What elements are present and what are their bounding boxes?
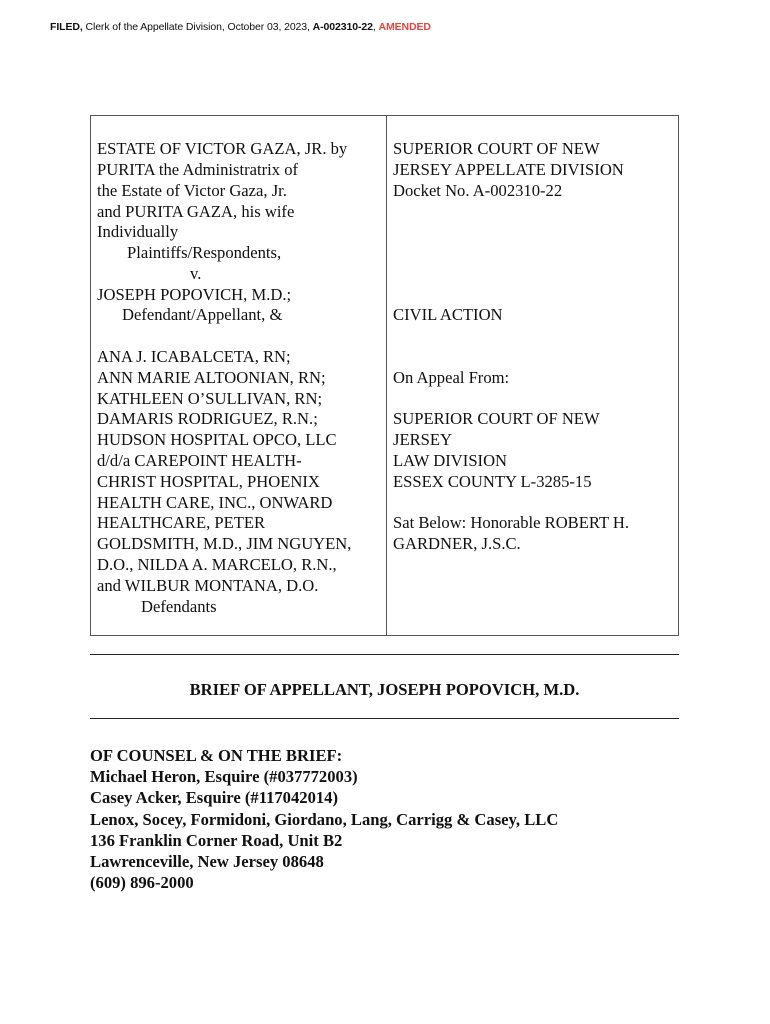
defendant-line: DAMARIS RODRIGUEZ, R.N.; xyxy=(97,409,318,428)
lower-court-line: LAW DIVISION xyxy=(393,451,508,470)
caption-column-divider xyxy=(386,116,387,635)
counsel-line: Casey Acker, Esquire (#117042014) xyxy=(90,788,338,808)
clerk-filing-text: Clerk of the Appellate Division, October 03, 2023, xyxy=(82,21,313,33)
defendant-line: d/d/a CAREPOINT HEALTH- xyxy=(97,451,302,470)
on-appeal-from-label: On Appeal From: xyxy=(393,368,510,387)
defendant-line: and WILBUR MONTANA, D.O. xyxy=(97,576,319,595)
defendant-appellant-name: JOSEPH POPOVICH, M.D.; xyxy=(97,285,292,304)
sat-below-line: GARDNER, J.S.C. xyxy=(393,534,521,553)
court-name-line: SUPERIOR COURT OF NEW xyxy=(393,139,600,158)
plaintiff-line: ESTATE OF VICTOR GAZA, JR. by xyxy=(97,139,348,158)
lower-court-line: ESSEX COUNTY L-3285-15 xyxy=(393,472,592,491)
title-rule-top xyxy=(90,654,679,655)
civil-action-label: CIVIL ACTION xyxy=(393,305,503,324)
plaintiff-line: Individually xyxy=(97,222,179,241)
defendant-line: HEALTH CARE, INC., ONWARD xyxy=(97,493,333,512)
brief-title: BRIEF OF APPELLANT, JOSEPH POPOVICH, M.D. xyxy=(189,680,580,699)
counsel-block xyxy=(90,745,558,893)
title-rule-bottom xyxy=(90,718,679,719)
defendant-line: GOLDSMITH, M.D., JIM NGUYEN, xyxy=(97,534,352,553)
filing-banner xyxy=(50,21,431,33)
defendants-label: Defendants xyxy=(141,597,217,616)
counsel-line: Michael Heron, Esquire (#037772003) xyxy=(90,767,358,787)
defendant-line: HEALTHCARE, PETER xyxy=(97,513,266,532)
filed-label: FILED, xyxy=(50,21,83,33)
defendant-line: CHRIST HOSPITAL, PHOENIX xyxy=(97,472,320,491)
versus-label: v. xyxy=(190,264,202,283)
plaintiff-line: and PURITA GAZA, his wife xyxy=(97,202,295,221)
docket-number: A-002310-22 xyxy=(312,21,373,33)
docket-label: Docket No. A-002310-22 xyxy=(393,181,563,200)
case-caption-box xyxy=(90,115,679,636)
plaintiff-line: the Estate of Victor Gaza, Jr. xyxy=(97,181,287,200)
defendant-line: ANA J. ICABALCETA, RN; xyxy=(97,347,291,366)
defendant-appellant-label: Defendant/Appellant, & xyxy=(122,305,283,324)
amended-label: AMENDED xyxy=(378,21,431,33)
defendant-line: ANN MARIE ALTOONIAN, RN; xyxy=(97,368,326,387)
firm-address-line: Lawrenceville, New Jersey 08648 xyxy=(90,851,324,871)
of-counsel-heading: OF COUNSEL & ON THE BRIEF: xyxy=(90,746,343,765)
plaintiff-line: PURITA the Administratrix of xyxy=(97,160,299,179)
banner-separator: , xyxy=(372,21,379,33)
defendant-line: HUDSON HOSPITAL OPCO, LLC xyxy=(97,430,337,449)
defendant-line: D.O., NILDA A. MARCELO, R.N., xyxy=(97,555,337,574)
sat-below-line: Sat Below: Honorable ROBERT H. xyxy=(393,513,630,532)
firm-phone: (609) 896-2000 xyxy=(90,873,194,893)
defendant-line: KATHLEEN O’SULLIVAN, RN; xyxy=(97,389,323,408)
plaintiffs-respondents-label: Plaintiffs/Respondents, xyxy=(127,243,282,262)
court-name-line: JERSEY APPELLATE DIVISION xyxy=(393,160,624,179)
firm-address-line: 136 Franklin Corner Road, Unit B2 xyxy=(90,830,343,850)
law-firm-name: Lenox, Socey, Formidoni, Giordano, Lang, Carrigg & Casey, LLC xyxy=(90,809,559,829)
lower-court-line: SUPERIOR COURT OF NEW xyxy=(393,409,600,428)
lower-court-line: JERSEY xyxy=(393,430,453,449)
